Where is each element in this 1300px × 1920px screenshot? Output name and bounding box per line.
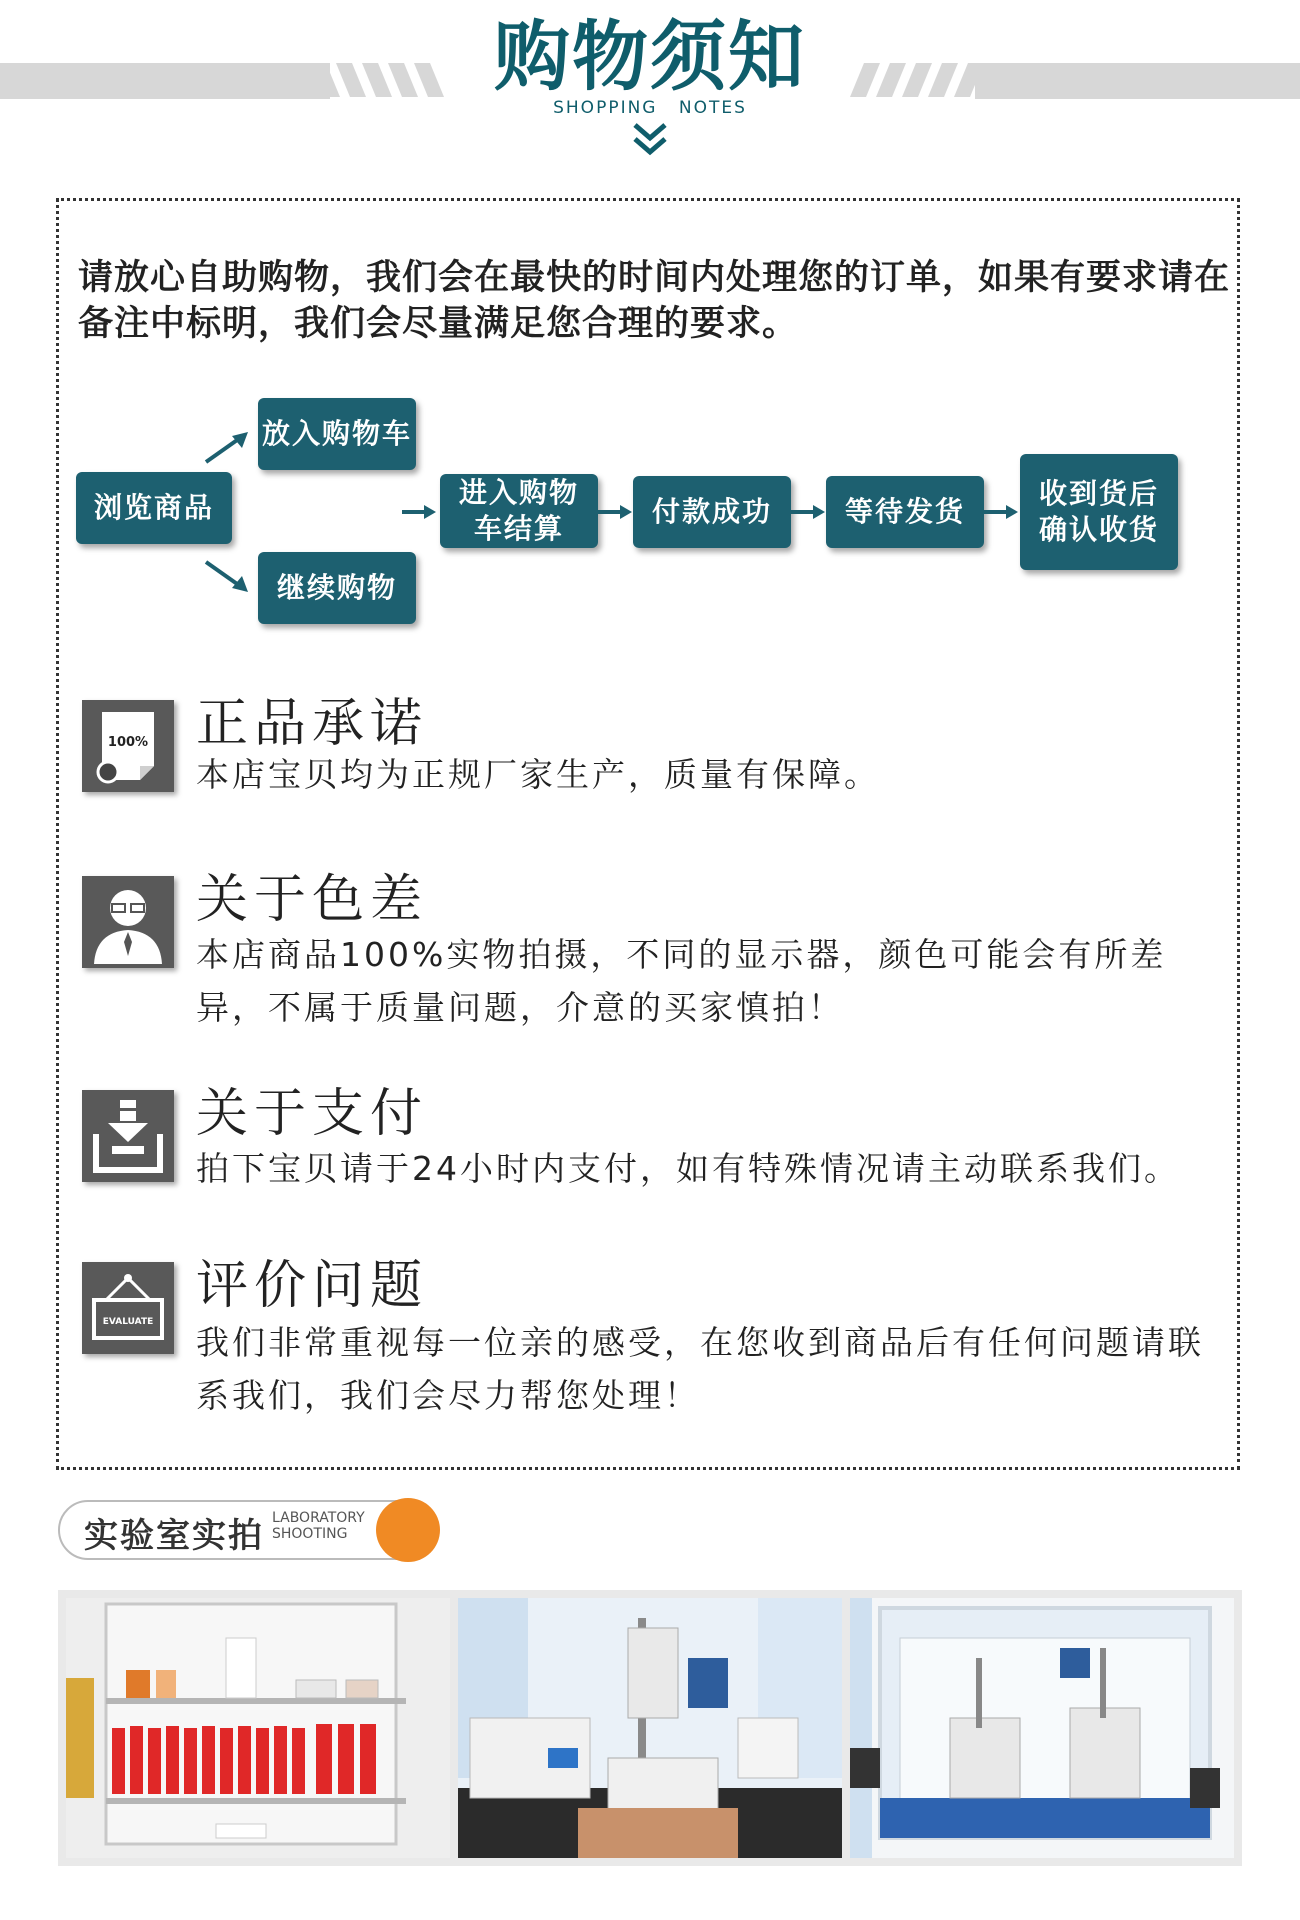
lab-badge: [58, 1500, 438, 1560]
section-body: 拍下宝贝请于24小时内支付，如有特殊情况请主动联系我们。: [196, 1149, 1180, 1188]
flow-browse: 浏览商品: [76, 472, 232, 544]
flow-add-cart: 放入购物车: [258, 398, 416, 470]
lab-photo-mixer: [458, 1598, 842, 1858]
lab-label: 实验室实拍: [84, 1516, 264, 1556]
arrow-right-icon: [984, 502, 1020, 522]
lab-label-en: [272, 1510, 365, 1542]
lab-photo-shelf: [66, 1598, 450, 1858]
orange-dot: [376, 1498, 440, 1562]
section-title: 评价问题: [196, 1256, 429, 1316]
flow-checkout: 进入购物车结算: [440, 474, 598, 548]
section-title: 关于色差: [196, 870, 429, 930]
arrow-up-right-icon: [200, 428, 252, 468]
page-title: 购物须知: [494, 12, 806, 101]
page-subtitle: SHOPPING NOTES: [553, 98, 747, 118]
flow-receive: 收到货后确认收货: [1020, 454, 1178, 570]
lab-photo-fume-hood: [850, 1598, 1234, 1858]
section-title: 正品承诺: [196, 694, 429, 754]
certificate-100-icon: [82, 700, 174, 792]
person-icon: [82, 876, 174, 968]
section-body: 我们非常重视每一位亲的感受，在您收到商品后有任何问题请联系我们，我们会尽力帮您处理！: [196, 1323, 1204, 1415]
intro-text: 请放心自助购物，我们会在最快的时间内处理您的订单，如果有要求请在备注中标明，我们会尽量满足您合理的要求。: [78, 258, 1231, 344]
arrow-right-icon: [791, 502, 827, 522]
download-tray-icon: [82, 1090, 174, 1182]
certificate-label: 100%: [107, 735, 149, 750]
arrow-right-icon: [598, 502, 634, 522]
section-title: 关于支付: [196, 1084, 429, 1144]
arrow-right-icon: [402, 502, 438, 522]
lab-label-en-2: SHOOTING: [272, 1526, 348, 1542]
flow-continue: 继续购物: [258, 552, 416, 624]
evaluate-sign-icon: [82, 1262, 174, 1354]
arrow-down-right-icon: [200, 556, 252, 596]
flow-wait: 等待发货: [826, 476, 984, 548]
section-body: 本店宝贝均为正规厂家生产，质量有保障。: [196, 755, 880, 794]
section-body: 本店商品100%实物拍摄，不同的显示器，颜色可能会有所差异，不属于质量问题，介意的买家慎拍！: [196, 935, 1167, 1027]
evaluate-label: EVALUATE: [102, 1317, 154, 1327]
chevron-down-icon: [632, 122, 668, 158]
flow-paid: 付款成功: [633, 476, 791, 548]
lab-photos: [58, 1590, 1242, 1866]
lab-label-en-1: LABORATORY: [272, 1510, 365, 1526]
